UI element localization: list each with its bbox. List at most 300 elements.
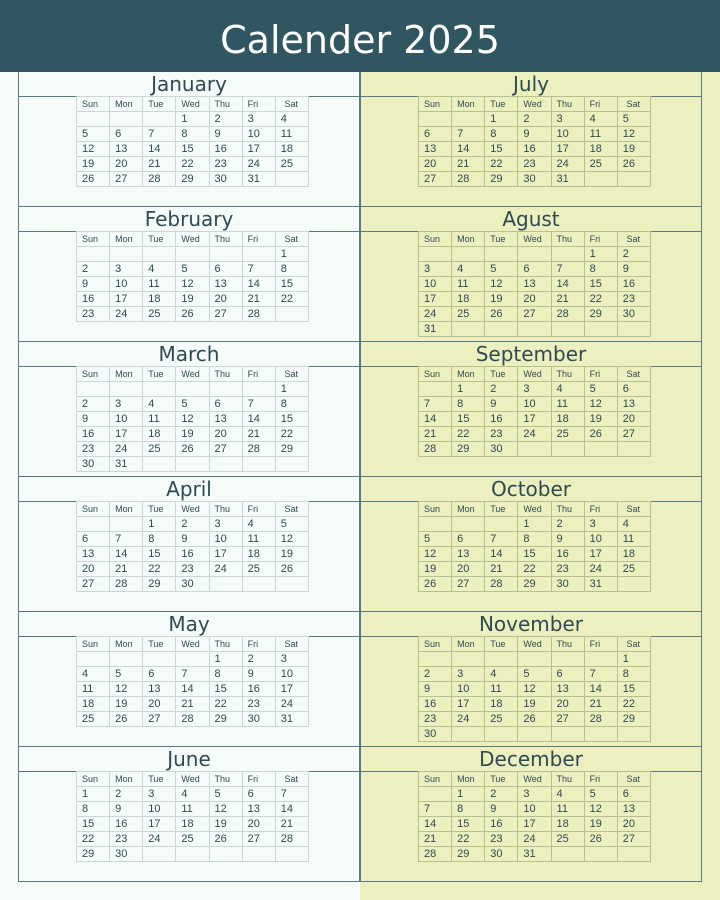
day-cell: 7 xyxy=(143,127,176,142)
day-cell: 30 xyxy=(551,577,584,592)
weekday-label: Sat xyxy=(617,367,650,382)
month-september xyxy=(360,342,702,477)
day-cell: 20 xyxy=(419,157,452,172)
day-cell xyxy=(143,112,176,127)
day-cell: 2 xyxy=(551,517,584,532)
day-cell: 31 xyxy=(584,577,617,592)
day-cell: 6 xyxy=(242,787,275,802)
day-cell: 9 xyxy=(110,802,143,817)
months-jul-dec xyxy=(360,72,702,882)
day-cell: 23 xyxy=(551,562,584,577)
day-cell: 9 xyxy=(209,127,242,142)
day-cell: 12 xyxy=(209,802,242,817)
day-cell: 29 xyxy=(617,712,650,727)
week-row xyxy=(77,562,309,577)
day-cell: 2 xyxy=(242,652,275,667)
weekday-label: Sat xyxy=(617,232,650,247)
weekday-header xyxy=(419,772,651,787)
weekday-label: Tue xyxy=(485,232,518,247)
day-cell: 17 xyxy=(209,547,242,562)
month-title: July xyxy=(361,72,701,97)
week-row xyxy=(419,532,651,547)
day-cell: 16 xyxy=(209,142,242,157)
weekday-label: Sat xyxy=(275,232,308,247)
week-row xyxy=(77,457,309,472)
day-cell: 26 xyxy=(419,577,452,592)
week-row xyxy=(77,442,309,457)
day-cell: 6 xyxy=(617,382,650,397)
day-cell: 27 xyxy=(518,307,551,322)
weekday-label: Mon xyxy=(452,97,485,112)
day-cell: 17 xyxy=(518,412,551,427)
day-cell: 13 xyxy=(110,142,143,157)
day-cell: 2 xyxy=(176,517,209,532)
day-cell xyxy=(452,652,485,667)
weekday-label: Wed xyxy=(176,367,209,382)
weekday-label: Sun xyxy=(77,97,110,112)
day-cell: 10 xyxy=(584,532,617,547)
day-cell: 27 xyxy=(617,832,650,847)
day-cell: 1 xyxy=(143,517,176,532)
month-title: September xyxy=(361,342,701,367)
day-cell: 23 xyxy=(242,697,275,712)
day-cell: 20 xyxy=(143,697,176,712)
day-cell: 11 xyxy=(143,277,176,292)
day-cell xyxy=(617,847,650,862)
month-grid xyxy=(76,771,309,862)
day-cell: 16 xyxy=(551,547,584,562)
day-cell: 20 xyxy=(110,157,143,172)
day-cell: 20 xyxy=(242,817,275,832)
day-cell: 9 xyxy=(617,262,650,277)
month-july xyxy=(360,72,702,207)
day-cell: 7 xyxy=(419,397,452,412)
day-cell xyxy=(77,517,110,532)
day-cell: 25 xyxy=(551,427,584,442)
weekday-header xyxy=(77,97,309,112)
day-cell: 19 xyxy=(617,142,650,157)
week-row xyxy=(419,277,651,292)
day-cell xyxy=(452,112,485,127)
day-cell: 28 xyxy=(143,172,176,187)
day-cell: 19 xyxy=(176,292,209,307)
day-cell: 16 xyxy=(617,277,650,292)
day-cell: 30 xyxy=(176,577,209,592)
day-cell xyxy=(110,652,143,667)
day-cell xyxy=(551,652,584,667)
day-cell: 4 xyxy=(242,517,275,532)
day-cell: 2 xyxy=(209,112,242,127)
weekday-label: Thu xyxy=(209,232,242,247)
day-cell: 13 xyxy=(77,547,110,562)
day-cell: 15 xyxy=(452,817,485,832)
day-cell: 24 xyxy=(209,562,242,577)
day-cell xyxy=(485,727,518,742)
day-cell: 6 xyxy=(419,127,452,142)
day-cell: 17 xyxy=(242,142,275,157)
day-cell: 15 xyxy=(275,412,308,427)
day-cell: 5 xyxy=(485,262,518,277)
weekday-label: Sun xyxy=(77,502,110,517)
weekday-label: Sat xyxy=(275,502,308,517)
day-cell: 10 xyxy=(452,682,485,697)
day-cell: 25 xyxy=(452,307,485,322)
week-row xyxy=(419,292,651,307)
weekday-label: Mon xyxy=(452,772,485,787)
day-cell xyxy=(242,577,275,592)
day-cell: 13 xyxy=(617,397,650,412)
weekday-label: Fri xyxy=(242,637,275,652)
week-row xyxy=(77,787,309,802)
day-cell: 20 xyxy=(617,817,650,832)
day-cell: 10 xyxy=(275,667,308,682)
day-cell: 10 xyxy=(518,802,551,817)
day-cell: 28 xyxy=(275,832,308,847)
week-row xyxy=(77,832,309,847)
day-cell: 13 xyxy=(419,142,452,157)
day-cell xyxy=(551,727,584,742)
weekday-label: Tue xyxy=(485,367,518,382)
day-cell: 1 xyxy=(275,382,308,397)
day-cell: 22 xyxy=(452,832,485,847)
day-cell: 25 xyxy=(584,157,617,172)
day-cell: 10 xyxy=(209,532,242,547)
day-cell xyxy=(275,577,308,592)
day-cell xyxy=(518,247,551,262)
week-row xyxy=(419,802,651,817)
day-cell: 7 xyxy=(419,802,452,817)
weekday-label: Fri xyxy=(242,367,275,382)
day-cell: 18 xyxy=(176,817,209,832)
day-cell: 23 xyxy=(419,712,452,727)
weekday-header xyxy=(419,502,651,517)
weekday-label: Tue xyxy=(143,367,176,382)
day-cell xyxy=(419,112,452,127)
day-cell: 19 xyxy=(518,697,551,712)
day-cell xyxy=(176,847,209,862)
day-cell: 11 xyxy=(485,682,518,697)
day-cell xyxy=(551,247,584,262)
month-title: April xyxy=(19,477,359,502)
day-cell: 22 xyxy=(176,157,209,172)
weekday-label: Sun xyxy=(419,97,452,112)
day-cell: 22 xyxy=(452,427,485,442)
day-cell: 15 xyxy=(176,142,209,157)
weekday-label: Tue xyxy=(143,772,176,787)
month-grid xyxy=(76,636,309,727)
week-row xyxy=(419,832,651,847)
month-grid xyxy=(76,501,309,592)
day-cell xyxy=(584,442,617,457)
weekday-label: Mon xyxy=(452,502,485,517)
day-cell: 14 xyxy=(419,412,452,427)
day-cell: 12 xyxy=(617,127,650,142)
day-cell: 1 xyxy=(584,247,617,262)
day-cell: 12 xyxy=(419,547,452,562)
day-cell: 3 xyxy=(242,112,275,127)
day-cell: 25 xyxy=(143,442,176,457)
day-cell: 7 xyxy=(275,787,308,802)
week-row xyxy=(77,277,309,292)
day-cell: 24 xyxy=(518,427,551,442)
day-cell xyxy=(617,442,650,457)
weekday-label: Mon xyxy=(452,232,485,247)
day-cell: 21 xyxy=(242,427,275,442)
day-cell: 12 xyxy=(110,682,143,697)
weekday-label: Mon xyxy=(110,502,143,517)
weekday-label: Mon xyxy=(452,367,485,382)
week-row xyxy=(77,142,309,157)
day-cell: 30 xyxy=(518,172,551,187)
weekday-header xyxy=(77,502,309,517)
day-cell xyxy=(176,457,209,472)
week-row xyxy=(77,307,309,322)
day-cell: 3 xyxy=(110,262,143,277)
day-cell: 21 xyxy=(419,427,452,442)
day-cell: 11 xyxy=(275,127,308,142)
day-cell xyxy=(143,457,176,472)
day-cell: 17 xyxy=(110,427,143,442)
day-cell xyxy=(77,652,110,667)
weekday-label: Fri xyxy=(584,772,617,787)
week-row xyxy=(419,322,651,337)
day-cell: 2 xyxy=(110,787,143,802)
week-row xyxy=(77,112,309,127)
day-cell: 27 xyxy=(209,442,242,457)
day-cell xyxy=(176,247,209,262)
day-cell: 10 xyxy=(143,802,176,817)
day-cell: 14 xyxy=(452,142,485,157)
weekday-label: Sat xyxy=(617,97,650,112)
weekday-label: Fri xyxy=(584,97,617,112)
weekday-label: Fri xyxy=(584,502,617,517)
day-cell: 15 xyxy=(209,682,242,697)
week-row xyxy=(77,427,309,442)
day-cell: 29 xyxy=(452,442,485,457)
week-row xyxy=(77,802,309,817)
month-february xyxy=(18,207,360,342)
month-october xyxy=(360,477,702,612)
day-cell: 5 xyxy=(419,532,452,547)
day-cell: 27 xyxy=(617,427,650,442)
day-cell: 23 xyxy=(209,157,242,172)
weekday-label: Sat xyxy=(275,367,308,382)
day-cell: 21 xyxy=(176,697,209,712)
day-cell: 6 xyxy=(209,397,242,412)
weekday-label: Thu xyxy=(209,502,242,517)
day-cell: 21 xyxy=(143,157,176,172)
month-title: February xyxy=(19,207,359,232)
month-grid xyxy=(76,96,309,187)
day-cell: 4 xyxy=(77,667,110,682)
day-cell: 27 xyxy=(143,712,176,727)
weekday-label: Mon xyxy=(110,232,143,247)
day-cell: 29 xyxy=(143,577,176,592)
weekday-label: Thu xyxy=(551,232,584,247)
day-cell: 18 xyxy=(143,427,176,442)
day-cell xyxy=(551,442,584,457)
day-cell: 7 xyxy=(551,262,584,277)
day-cell: 21 xyxy=(485,562,518,577)
day-cell: 5 xyxy=(176,397,209,412)
month-january xyxy=(18,72,360,207)
week-row xyxy=(419,652,651,667)
day-cell: 24 xyxy=(551,157,584,172)
weekday-label: Wed xyxy=(176,637,209,652)
day-cell: 3 xyxy=(209,517,242,532)
day-cell: 18 xyxy=(584,142,617,157)
weekday-label: Sun xyxy=(419,502,452,517)
weekday-label: Tue xyxy=(143,502,176,517)
day-cell xyxy=(452,247,485,262)
weekday-label: Thu xyxy=(551,367,584,382)
day-cell: 16 xyxy=(518,142,551,157)
week-row xyxy=(77,847,309,862)
weekday-label: Sun xyxy=(419,367,452,382)
day-cell xyxy=(275,172,308,187)
weekday-label: Sun xyxy=(77,637,110,652)
day-cell: 12 xyxy=(584,802,617,817)
day-cell: 20 xyxy=(617,412,650,427)
day-cell: 29 xyxy=(452,847,485,862)
day-cell xyxy=(419,517,452,532)
day-cell: 3 xyxy=(275,652,308,667)
week-row xyxy=(419,142,651,157)
day-cell: 10 xyxy=(551,127,584,142)
weekday-label: Tue xyxy=(485,637,518,652)
day-cell: 23 xyxy=(110,832,143,847)
weekday-label: Sun xyxy=(419,232,452,247)
week-row xyxy=(419,157,651,172)
month-may xyxy=(18,612,360,747)
week-row xyxy=(419,562,651,577)
day-cell: 11 xyxy=(143,412,176,427)
weekday-header xyxy=(419,232,651,247)
day-cell xyxy=(110,112,143,127)
day-cell: 27 xyxy=(110,172,143,187)
week-row xyxy=(77,157,309,172)
day-cell: 19 xyxy=(275,547,308,562)
weekday-label: Wed xyxy=(176,97,209,112)
day-cell: 25 xyxy=(617,562,650,577)
day-cell: 26 xyxy=(275,562,308,577)
day-cell: 15 xyxy=(485,142,518,157)
weekday-label: Fri xyxy=(242,772,275,787)
day-cell: 5 xyxy=(584,787,617,802)
weekday-label: Mon xyxy=(110,367,143,382)
day-cell xyxy=(452,727,485,742)
day-cell: 4 xyxy=(584,112,617,127)
day-cell: 19 xyxy=(110,697,143,712)
day-cell: 29 xyxy=(584,307,617,322)
day-cell xyxy=(584,322,617,337)
week-row xyxy=(77,712,309,727)
day-cell xyxy=(275,307,308,322)
weekday-label: Wed xyxy=(518,502,551,517)
day-cell: 13 xyxy=(242,802,275,817)
day-cell: 17 xyxy=(518,817,551,832)
day-cell xyxy=(209,247,242,262)
day-cell: 5 xyxy=(584,382,617,397)
weekday-label: Tue xyxy=(143,97,176,112)
week-row xyxy=(419,682,651,697)
month-grid xyxy=(76,366,309,472)
month-title: January xyxy=(19,72,359,97)
week-row xyxy=(419,727,651,742)
weekday-label: Sat xyxy=(275,97,308,112)
day-cell: 16 xyxy=(485,817,518,832)
day-cell: 11 xyxy=(452,277,485,292)
day-cell: 14 xyxy=(419,817,452,832)
day-cell xyxy=(209,847,242,862)
day-cell: 1 xyxy=(275,247,308,262)
day-cell: 19 xyxy=(485,292,518,307)
day-cell: 26 xyxy=(584,427,617,442)
day-cell xyxy=(518,322,551,337)
week-row xyxy=(77,697,309,712)
day-cell: 19 xyxy=(77,157,110,172)
week-row xyxy=(419,847,651,862)
day-cell: 16 xyxy=(77,292,110,307)
day-cell: 23 xyxy=(176,562,209,577)
day-cell: 22 xyxy=(143,562,176,577)
week-row xyxy=(77,817,309,832)
day-cell: 1 xyxy=(452,382,485,397)
week-row xyxy=(77,382,309,397)
month-title: Agust xyxy=(361,207,701,232)
day-cell: 9 xyxy=(485,397,518,412)
weekday-label: Fri xyxy=(242,232,275,247)
day-cell: 25 xyxy=(551,832,584,847)
weekday-label: Sat xyxy=(275,637,308,652)
day-cell: 21 xyxy=(551,292,584,307)
day-cell: 17 xyxy=(110,292,143,307)
day-cell: 24 xyxy=(518,832,551,847)
day-cell: 8 xyxy=(77,802,110,817)
day-cell: 3 xyxy=(452,667,485,682)
weekday-header xyxy=(77,772,309,787)
months-jan-jun xyxy=(18,72,360,882)
day-cell: 17 xyxy=(275,682,308,697)
day-cell: 2 xyxy=(485,787,518,802)
day-cell: 28 xyxy=(419,442,452,457)
day-cell: 10 xyxy=(110,277,143,292)
day-cell: 12 xyxy=(275,532,308,547)
weekday-label: Wed xyxy=(176,232,209,247)
day-cell: 14 xyxy=(485,547,518,562)
weekday-label: Thu xyxy=(209,367,242,382)
day-cell: 1 xyxy=(77,787,110,802)
day-cell xyxy=(110,517,143,532)
day-cell: 26 xyxy=(209,832,242,847)
day-cell: 13 xyxy=(452,547,485,562)
day-cell: 16 xyxy=(176,547,209,562)
day-cell: 28 xyxy=(551,307,584,322)
day-cell: 24 xyxy=(584,562,617,577)
day-cell: 22 xyxy=(617,697,650,712)
day-cell: 23 xyxy=(518,157,551,172)
weekday-header xyxy=(77,637,309,652)
day-cell: 22 xyxy=(275,427,308,442)
day-cell xyxy=(485,322,518,337)
weekday-label: Sat xyxy=(617,637,650,652)
week-row xyxy=(77,517,309,532)
day-cell xyxy=(143,847,176,862)
weekday-label: Thu xyxy=(209,637,242,652)
day-cell: 11 xyxy=(617,532,650,547)
day-cell: 24 xyxy=(110,307,143,322)
day-cell: 3 xyxy=(110,397,143,412)
